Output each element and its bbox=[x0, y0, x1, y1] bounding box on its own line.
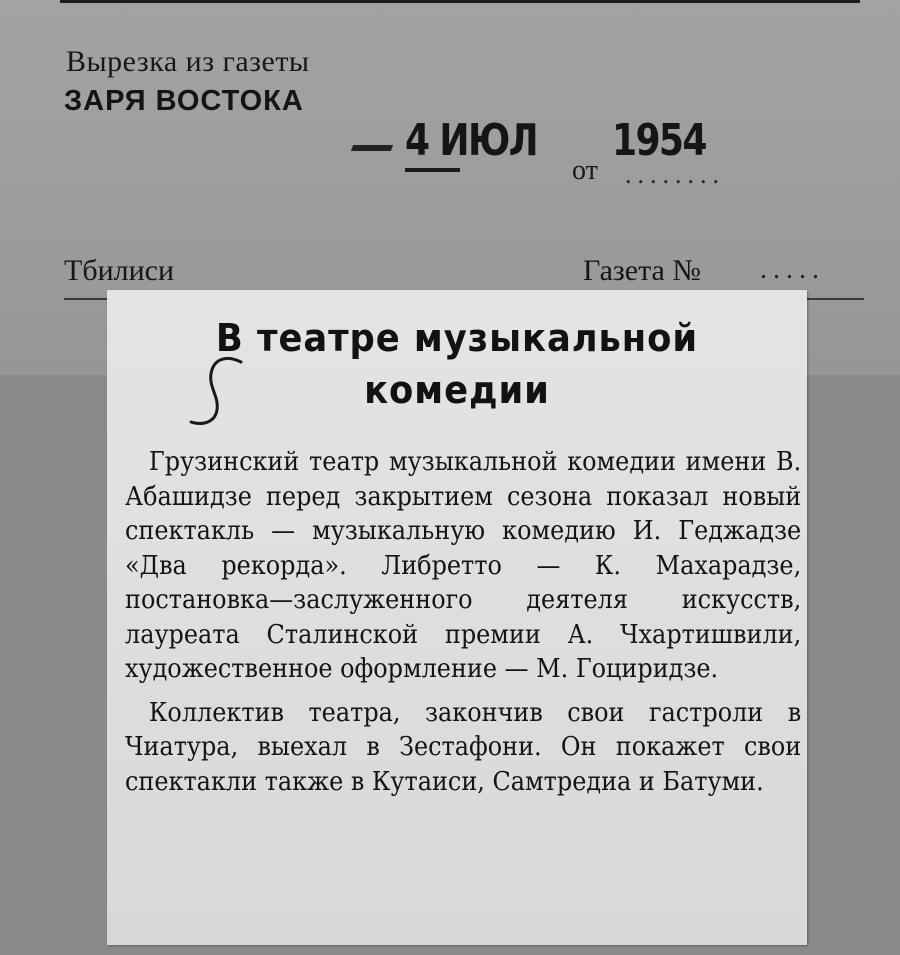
date-dots: ........ bbox=[625, 160, 725, 189]
newspaper-name: ЗАРЯ ВОСТОКА bbox=[64, 85, 304, 117]
article-paragraph-1: Грузинский театр музыкальной комедии имени В. Абашидзе перед закрытием сезона показал новый спектакль — музыкальную комедию И. Геджадзе «Два рекорда». Либретто — К. Махарадзе, постановка—заслуженного деятеля искусств, лауреата Сталинской премии А. Чхартишвили, художественное оформление — М. Гоциридзе. bbox=[125, 447, 802, 684]
date-stamp-day-month: 4 ИЮЛ bbox=[405, 115, 537, 166]
date-from-label: от bbox=[572, 155, 598, 186]
stamp-dash bbox=[351, 145, 393, 151]
article-paragraph-2: Коллектив театра, закончив свои гастроли в Чиатура, выехал в Зестафони. Он покажет свои спектакли также в Кутаиси, Самтредиа и Батуми. bbox=[125, 697, 802, 797]
top-rule bbox=[60, 0, 860, 3]
article-body bbox=[125, 445, 801, 799]
pen-mark-icon bbox=[185, 350, 245, 430]
clipping-source-caption: Вырезка из газеты bbox=[66, 45, 310, 78]
date-stamp-year: 1954 bbox=[612, 115, 706, 166]
stamp-underline bbox=[405, 168, 460, 172]
issue-number-dots: ..... bbox=[760, 254, 825, 285]
headline-line-2: комедии bbox=[364, 368, 550, 412]
newspaper-clipping bbox=[107, 290, 807, 945]
issue-number-label: Газета № bbox=[583, 254, 701, 287]
headline-line-1: В театре музыкальной bbox=[215, 316, 699, 360]
city-label: Тбилиси bbox=[64, 254, 175, 287]
